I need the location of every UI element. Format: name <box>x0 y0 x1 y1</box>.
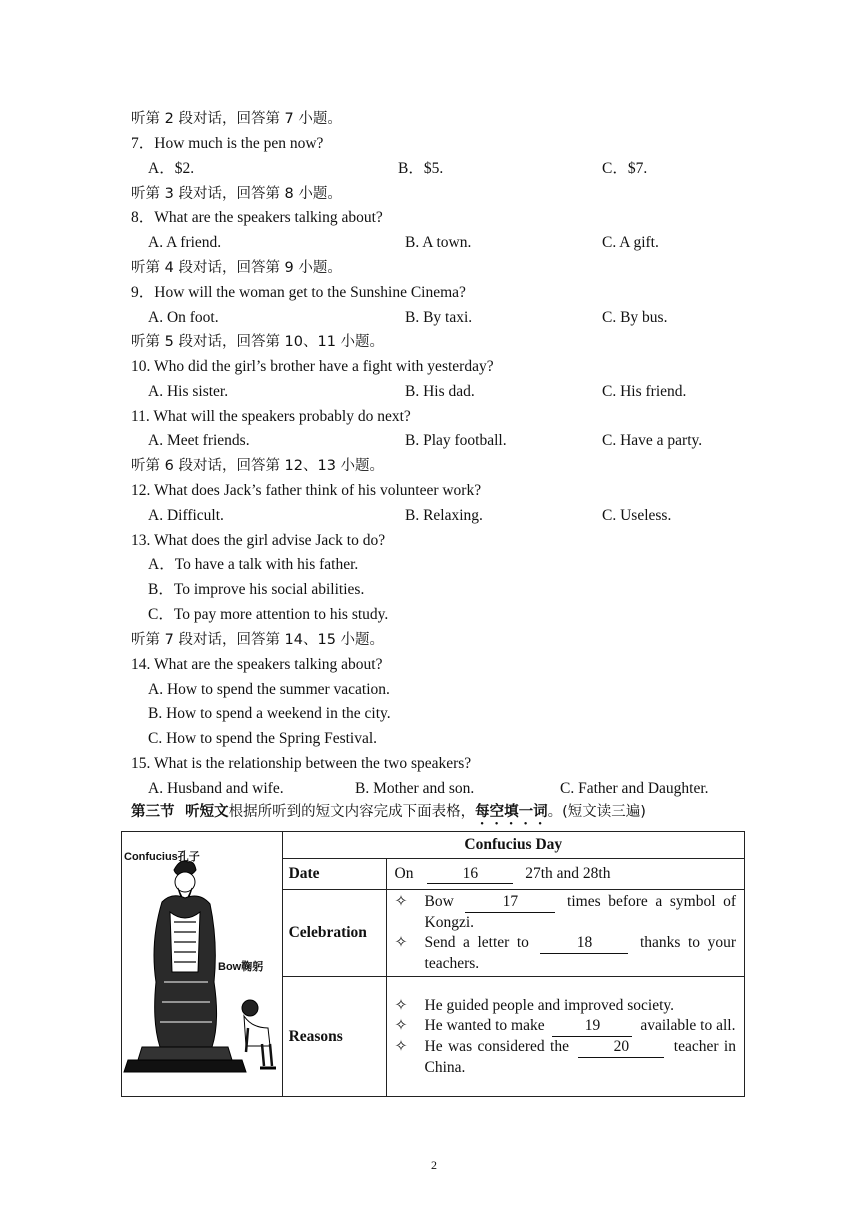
option-10c: C. His friend. <box>602 383 687 400</box>
reason-item <box>387 1016 736 1037</box>
item-text: available to all. <box>640 1016 736 1034</box>
diamond-icon: ✧ <box>394 893 408 910</box>
blank-20[interactable]: 20 <box>578 1037 664 1058</box>
reason-item <box>387 996 736 1016</box>
reasons-cell <box>386 977 744 1097</box>
item-text: thanks to your teachers. <box>424 934 737 972</box>
question-8: 8．What are the speakers talking about? <box>131 209 383 226</box>
dialogue-instruction: 听第 7 段对话，回答第 14、15 小题。 <box>131 632 385 648</box>
item-text: times before a symbol of Kongzi. <box>424 893 737 931</box>
question-9: 9．How will the woman get to the Sunshine Cinema? <box>131 284 466 301</box>
item-text: Send a letter to <box>424 934 529 951</box>
option-14c: C. How to spend the Spring Festival. <box>148 730 378 747</box>
option-14b: B. How to spend a weekend in the city. <box>148 705 391 722</box>
date-cell <box>386 859 744 890</box>
table-title: Confucius Day <box>282 832 744 859</box>
celebration-cell <box>386 890 744 977</box>
item-text: He guided people and improved society. <box>424 996 675 1014</box>
dialogue-instruction: 听第 4 段对话，回答第 9 小题。 <box>131 260 342 276</box>
dialogue-instruction: 听第 5 段对话，回答第 10、11 小题。 <box>131 334 385 350</box>
section-title: 听短文 <box>185 804 229 820</box>
bow-label: Bow鞠躬 <box>218 961 264 973</box>
section-label: 第三节 <box>131 804 175 820</box>
option-10b: B. His dad. <box>405 383 475 400</box>
option-9b: B. By taxi. <box>405 309 473 326</box>
reasons-label: Reasons <box>282 977 386 1097</box>
confucius-label: Confucius孔子 <box>124 851 200 863</box>
option-14a: A. How to spend the summer vacation. <box>148 681 390 698</box>
option-15c: C. Father and Daughter. <box>560 780 709 797</box>
celebration-item <box>387 892 736 933</box>
option-8c: C. A gift. <box>602 234 659 251</box>
question-10: 10. Who did the girl’s brother have a fight with yesterday? <box>131 358 494 375</box>
option-7a: A．$2. <box>148 160 195 177</box>
section-text: 根据所听到的短文内容完成下面表格， <box>228 804 476 820</box>
option-7b: B．$5. <box>398 160 444 177</box>
dialogue-instruction: 听第 2 段对话，回答第 7 小题。 <box>131 111 342 127</box>
option-15b: B. Mother and son. <box>355 780 475 797</box>
item-text: He wanted to make <box>424 1016 545 1034</box>
option-8a: A. A friend. <box>148 234 222 251</box>
option-8b: B. A town. <box>405 234 472 251</box>
celebration-item <box>387 933 736 974</box>
option-12b: B. Relaxing. <box>405 507 483 524</box>
section-emphasis: 每空填一词 <box>475 804 548 820</box>
option-7c: C．$7. <box>602 160 648 177</box>
dialogue-instruction: 听第 6 段对话，回答第 12、13 小题。 <box>131 458 385 474</box>
question-15: 15. What is the relationship between the two speakers? <box>131 755 472 772</box>
illustration-cell <box>122 832 283 1097</box>
question-14: 14. What are the speakers talking about? <box>131 656 383 673</box>
option-9a: A. On foot. <box>148 309 219 326</box>
option-10a: A. His sister. <box>148 383 229 400</box>
diamond-icon: ✧ <box>394 996 408 1014</box>
item-text: teacher in China. <box>424 1037 736 1076</box>
option-11c: C. Have a party. <box>602 432 703 449</box>
option-13c: C．To pay more attention to his study. <box>148 606 389 623</box>
option-15a: A. Husband and wife. <box>148 780 284 797</box>
option-13a: A．To have a talk with his father. <box>148 556 359 573</box>
option-12a: A. Difficult. <box>148 507 224 524</box>
blank-18[interactable]: 18 <box>540 933 628 954</box>
confucius-day-table <box>121 831 745 1097</box>
date-suffix: 27th and 28th <box>525 864 611 882</box>
diamond-icon: ✧ <box>394 1016 408 1034</box>
dialogue-instruction: 听第 3 段对话，回答第 8 小题。 <box>131 186 342 202</box>
option-11b: B. Play football. <box>405 432 507 449</box>
item-text: He was considered the <box>424 1037 569 1055</box>
celebration-label: Celebration <box>282 890 386 977</box>
option-13b: B．To improve his social abilities. <box>148 581 365 598</box>
blank-16[interactable]: 16 <box>427 865 513 884</box>
section-heading <box>131 802 646 828</box>
option-9c: C. By bus. <box>602 309 668 326</box>
diamond-icon: ✧ <box>394 1037 408 1055</box>
item-text: Bow <box>424 893 454 910</box>
blank-17[interactable]: 17 <box>465 892 555 913</box>
question-12: 12. What does Jack’s father think of his volunteer work? <box>131 482 482 499</box>
date-label: Date <box>282 859 386 890</box>
option-12c: C. Useless. <box>602 507 672 524</box>
reason-item <box>387 1037 736 1078</box>
date-prefix: On <box>394 864 414 882</box>
section-text-end: 。(短文读三遍) <box>547 804 646 820</box>
question-11: 11. What will the speakers probably do next? <box>131 408 411 425</box>
diamond-icon: ✧ <box>394 934 408 951</box>
question-7: 7．How much is the pen now? <box>131 135 324 152</box>
question-13: 13. What does the girl advise Jack to do? <box>131 532 386 549</box>
blank-19[interactable]: 19 <box>552 1016 632 1037</box>
page-number: 2 <box>431 1158 437 1172</box>
option-11a: A. Meet friends. <box>148 432 250 449</box>
